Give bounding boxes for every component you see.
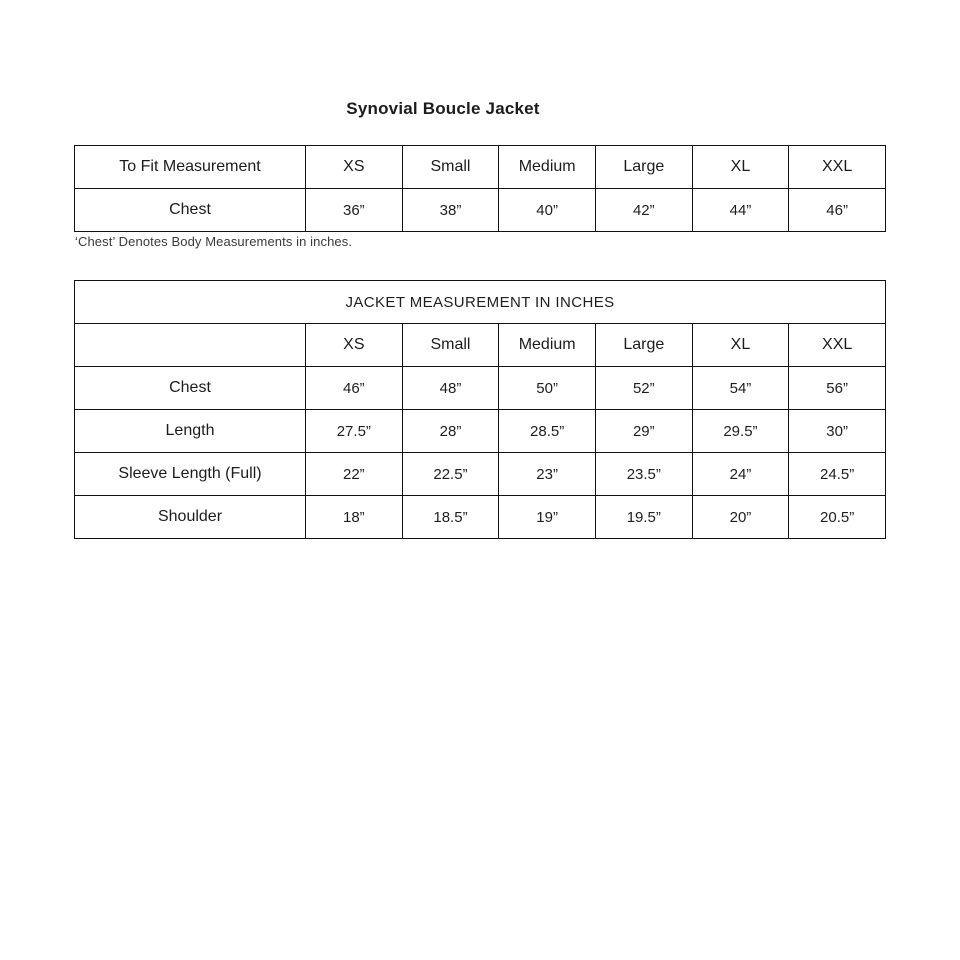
page-title: Synovial Boucle Jacket [346,99,540,118]
value-cell: 22” [306,453,403,496]
value-cell: 18.5” [402,496,499,539]
value-cell: 38” [402,189,499,232]
value-cell: 27.5” [306,410,403,453]
value-cell: 23” [499,453,596,496]
value-cell: 19” [499,496,596,539]
value-cell: 48” [402,367,499,410]
fit-measurement-table [74,145,886,232]
table-row [75,410,886,453]
value-cell: 20.5” [789,496,886,539]
value-cell: 30” [789,410,886,453]
value-cell: 20” [692,496,789,539]
value-cell: 24” [692,453,789,496]
table-row [75,453,886,496]
fit-table-header-label: To Fit Measurement [75,146,306,189]
value-cell: 52” [595,367,692,410]
table-row [75,496,886,539]
table-row [75,146,886,189]
value-cell: 36” [306,189,403,232]
value-cell: 28.5” [499,410,596,453]
value-cell: 54” [692,367,789,410]
size-header-cell: XXL [789,146,886,189]
row-label: Chest [75,189,306,232]
jacket-measurement-table [74,280,886,539]
value-cell: 19.5” [595,496,692,539]
table-row [75,324,886,367]
value-cell: 18” [306,496,403,539]
value-cell: 28” [402,410,499,453]
value-cell: 46” [306,367,403,410]
value-cell: 44” [692,189,789,232]
value-cell: 50” [499,367,596,410]
size-header-cell: Large [595,146,692,189]
table-row [75,189,886,232]
size-header-cell: Medium [499,324,596,367]
size-header-cell: Medium [499,146,596,189]
size-header-cell: XS [306,146,403,189]
row-label: Length [75,410,306,453]
size-header-cell: XXL [789,324,886,367]
chest-footnote: ‘Chest’ Denotes Body Measurements in inches. [75,234,353,249]
value-cell: 29” [595,410,692,453]
size-header-cell: XS [306,324,403,367]
value-cell: 23.5” [595,453,692,496]
empty-cell [75,324,306,367]
value-cell: 56” [789,367,886,410]
size-header-cell: Small [402,146,499,189]
size-header-cell: XL [692,146,789,189]
value-cell: 22.5” [402,453,499,496]
row-label: Shoulder [75,496,306,539]
row-label: Sleeve Length (Full) [75,453,306,496]
table-title-row [75,281,886,324]
size-header-cell: XL [692,324,789,367]
table-row [75,367,886,410]
size-header-cell: Small [402,324,499,367]
jacket-table-title: JACKET MEASUREMENT IN INCHES [75,281,886,324]
value-cell: 24.5” [789,453,886,496]
value-cell: 40” [499,189,596,232]
value-cell: 46” [789,189,886,232]
value-cell: 29.5” [692,410,789,453]
row-label: Chest [75,367,306,410]
size-header-cell: Large [595,324,692,367]
value-cell: 42” [595,189,692,232]
